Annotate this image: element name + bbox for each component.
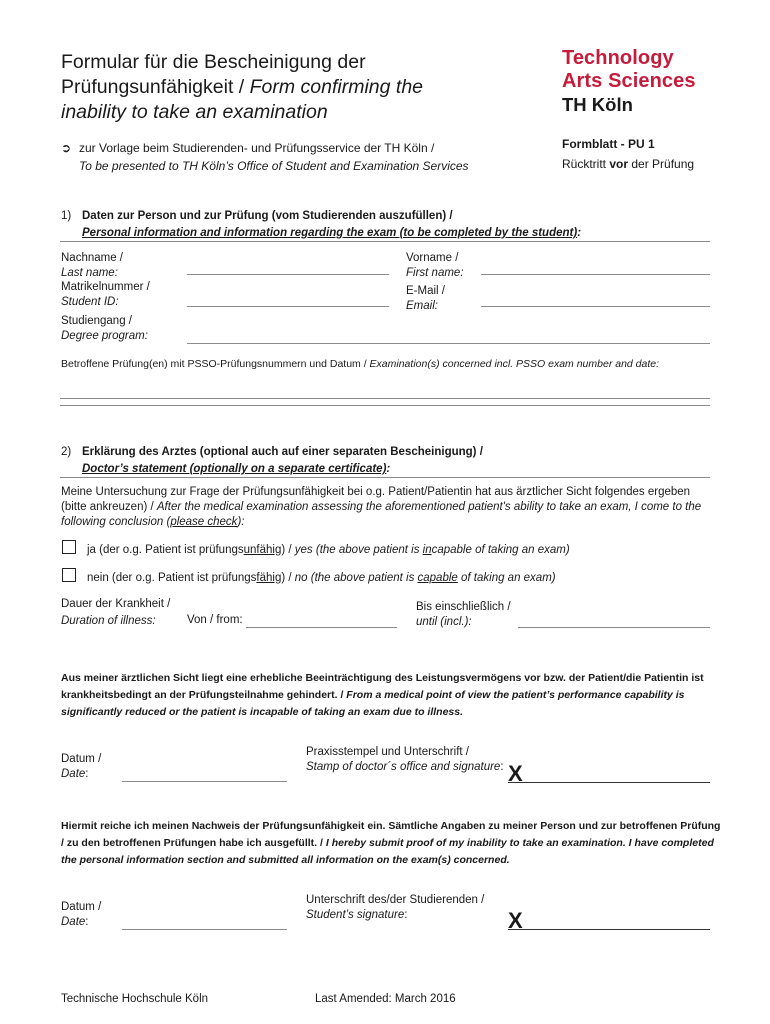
last-name-label (61, 251, 123, 281)
impairment-statement-de: Aus meiner ärztlichen Sicht liegt eine erhebliche Beeinträchtigung des Leistungsvermögens vor bzw. der Patient/die Patientin ist krankheitsbedingt an der Prüfungsteilnahme gehindert. / (61, 672, 704, 701)
capable-checkbox[interactable] (62, 568, 76, 582)
from-label: Von / from: (187, 614, 243, 626)
stamp-signature-en-text: Stamp of doctor´s office and signature (306, 761, 501, 773)
form-id: Formblatt - PU 1 (562, 137, 655, 151)
doctor-date-label-de: Datum / (61, 753, 102, 765)
section1-heading-en (82, 226, 581, 241)
section1-number: 1) (61, 210, 72, 222)
until-label-en: until (incl.): (416, 616, 472, 628)
student-sign-here-mark: X (508, 908, 523, 933)
student-signature-field[interactable] (508, 929, 710, 930)
student-id-label-de: Matrikelnummer / (61, 281, 150, 293)
arrow-icon: ➲ (61, 141, 72, 155)
exams-label-en: Examination(s) concerned incl. PSSO exam number and date: (369, 358, 660, 370)
student-date-colon: : (85, 916, 89, 928)
logo-th-koeln: TH Köln (562, 94, 633, 115)
capable-en-2: of taking an exam) (457, 572, 556, 584)
incapable-option-label (87, 543, 570, 558)
exams-label (61, 357, 659, 372)
student-declaration (61, 818, 721, 869)
student-date-en-text: Date (61, 916, 86, 928)
duration-label-en: Duration of illness: (61, 615, 156, 627)
submission-note-de: zur Vorlage beim Studierenden- und Prüfungsservice der TH Köln / (79, 141, 435, 155)
impairment-statement-en: From a medical point of view the patient’s performance capability is significantly reduced or the patient is incapable of taking an exam due to illness. (61, 689, 685, 718)
incapable-checkbox[interactable] (62, 540, 76, 554)
last-name-field[interactable] (187, 274, 389, 275)
incapable-en-u: in (422, 544, 432, 556)
section1-heading-colon: : (577, 227, 582, 239)
stamp-signature-label-de: Praxisstempel und Unterschrift / (306, 746, 469, 758)
email-label (406, 284, 445, 314)
from-date-field[interactable] (246, 627, 397, 628)
section2-heading-colon: : (386, 463, 391, 475)
degree-label-en: Degree program: (61, 330, 148, 342)
submission-note-en: To be presented to TH Köln’s Office of Student and Examination Services (79, 159, 469, 173)
form-subtitle-bold: vor (609, 157, 629, 171)
capable-option-label (87, 571, 556, 586)
last-name-label-de: Nachname / (61, 252, 124, 264)
section1-heading-en-text: Personal information and information regarding the exam (to be completed by the student) (82, 227, 578, 239)
first-name-label-en: First name: (406, 267, 464, 279)
first-name-field[interactable] (481, 274, 710, 275)
doctor-date-label-en (61, 767, 101, 782)
incapable-de-1: ja (der o.g. Patient ist prüfungs (87, 544, 244, 556)
section2-heading-en-text: Doctor’s statement (optionally on a separate certificate) (82, 463, 387, 475)
doctor-date-field[interactable] (122, 781, 287, 782)
student-signature-label-de: Unterschrift des/der Studierenden / (306, 894, 485, 906)
student-id-field[interactable] (187, 306, 389, 307)
student-id-label-en: Student ID: (61, 296, 119, 308)
duration-label-de: Dauer der Krankheit / (61, 598, 171, 610)
exams-field-line2[interactable] (60, 405, 710, 406)
student-signature-colon: : (404, 909, 408, 921)
last-name-label-en: Last name: (61, 267, 118, 279)
doctor-sign-here-mark: X (508, 761, 523, 786)
email-field[interactable] (481, 306, 710, 307)
student-declaration-de: Hiermit reiche ich meinen Nachweis der Prüfungsunfähigkeit ein. Sämtliche Angaben zu meiner Person und zur betroffenen Prüfung / zu den betroffenen Prüfungen habe ich ausgefüllt. / (61, 820, 721, 849)
footer-institution: Technische Hochschule Köln (61, 993, 209, 1005)
form-title (61, 50, 481, 125)
capable-de-u: fähig (256, 572, 282, 584)
doctor-date-colon: : (85, 768, 89, 780)
degree-label (61, 314, 148, 344)
capable-de-1: nein (der o.g. Patient ist prüfungs (87, 572, 257, 584)
logo-technology: Technology (562, 47, 674, 69)
student-date-label-en (61, 915, 101, 930)
capable-de-2: ) / (281, 572, 295, 584)
doctor-intro-de: Meine Untersuchung zur Frage der Prüfungsunfähigkeit bei o.g. Patient/Patientin hat aus ärztlicher Sicht folgendes ergeben (bitte ankreuzen) / (61, 486, 691, 513)
doctor-intro (61, 485, 716, 530)
form-title-en: Form confirming the inability to take an examination (61, 76, 424, 123)
degree-label-de: Studiengang / (61, 315, 132, 327)
duration-label (61, 597, 170, 629)
stamp-signature-label-en (306, 760, 504, 775)
th-koeln-logo (562, 47, 696, 116)
student-date-label (61, 900, 101, 930)
until-date-field[interactable] (518, 627, 710, 628)
doctor-signature-field[interactable] (508, 782, 710, 783)
footer-amended: Last Amended: March 2016 (315, 993, 456, 1005)
capable-en-1: no (the above patient is (294, 572, 418, 584)
student-id-label (61, 280, 150, 310)
degree-field[interactable] (187, 343, 710, 344)
doctor-date-en-text: Date (61, 768, 86, 780)
form-subtitle-pre: Rücktritt (562, 157, 610, 171)
submission-note (61, 140, 434, 156)
until-label (416, 600, 511, 630)
doctor-intro-en-end: ): (237, 516, 245, 528)
section2-divider (60, 477, 710, 478)
logo-arts-sciences: Arts Sciences (562, 70, 696, 92)
student-signature-label-en (306, 908, 484, 923)
doctor-intro-en-underlined: please check (170, 516, 238, 528)
first-name-label (406, 251, 464, 281)
incapable-en-2: capable of taking an exam) (431, 544, 570, 556)
first-name-label-de: Vorname / (406, 252, 459, 264)
section2-heading-en (82, 462, 390, 477)
section1-divider (60, 241, 710, 242)
email-label-en: Email: (406, 300, 438, 312)
doctor-date-label (61, 752, 101, 782)
student-declaration-en: I hereby submit proof of my inability to take an examination. I have completed the personal information section and submitted all information on the exam(s) concerned. (61, 837, 714, 866)
section2-heading-de: Erklärung des Arztes (optional auch auf einer separaten Bescheinigung) / (82, 446, 483, 458)
student-signature-label (306, 893, 484, 923)
section2-number: 2) (61, 446, 72, 458)
student-date-field[interactable] (122, 929, 287, 930)
exams-label-de: Betroffene Prüfung(en) mit PSSO-Prüfungsnummern und Datum / (61, 358, 370, 370)
section1-heading-de: Daten zur Person und zur Prüfung (vom Studierenden auszufüllen) / (82, 210, 453, 222)
form-title-de: Formular für die Bescheinigung der Prüfungsunfähigkeit / (61, 51, 366, 98)
incapable-de-u: unfähig (243, 544, 282, 556)
student-date-label-de: Datum / (61, 901, 102, 913)
incapable-en-1: yes (the above patient is (294, 544, 423, 556)
until-label-de: Bis einschließlich / (416, 601, 511, 613)
incapable-de-2: ) / (281, 544, 295, 556)
exams-field-line1[interactable] (60, 398, 710, 399)
stamp-signature-label (306, 745, 504, 775)
student-signature-en-text: Student’s signature (306, 909, 405, 921)
impairment-statement (61, 670, 721, 721)
capable-en-u: capable (417, 572, 458, 584)
email-label-de: E-Mail / (406, 285, 445, 297)
form-subtitle-post: der Prüfung (628, 157, 695, 171)
stamp-signature-colon: : (500, 761, 504, 773)
doctor-intro-en: After the medical examination assessing the aforementioned patient's ability to take an exam, I come to the following conclusion ( (61, 501, 702, 528)
form-subtitle (562, 156, 694, 172)
